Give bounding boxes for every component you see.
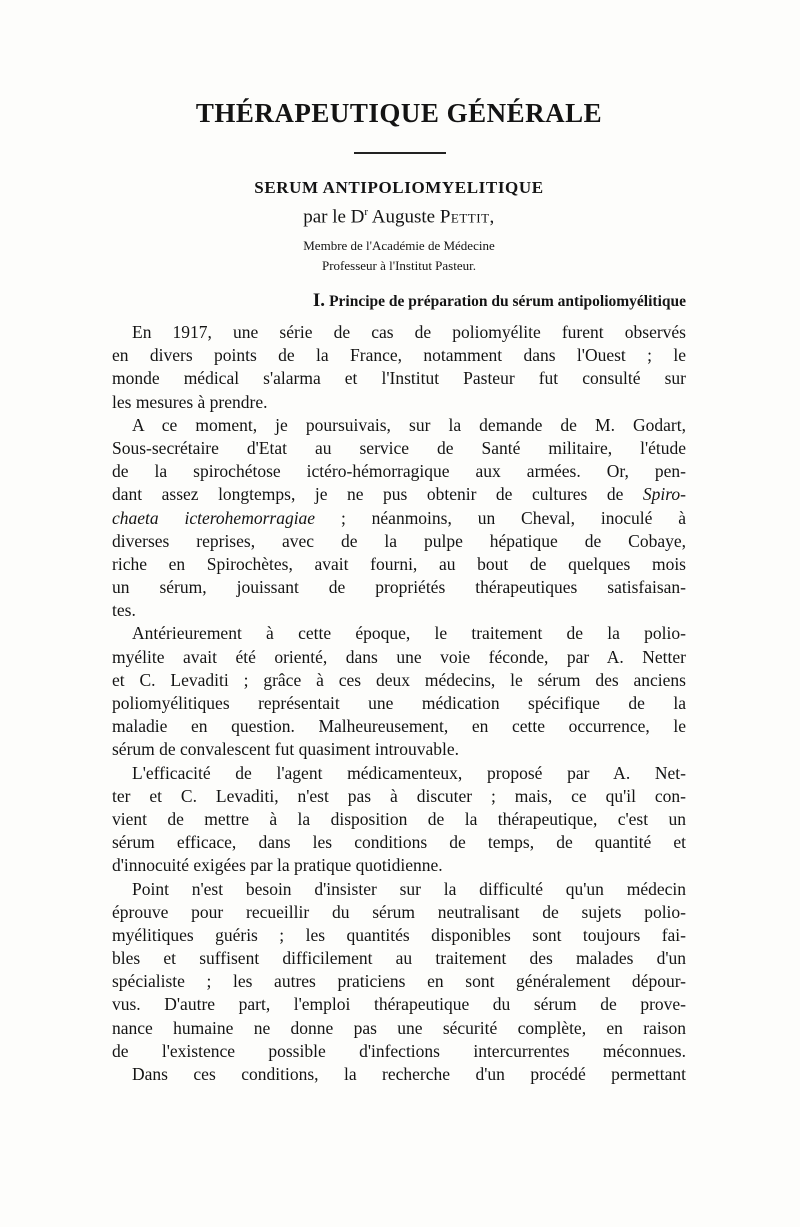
text-line: Antérieurement à cette époque, le traitement de la polio- [132,623,686,644]
text-line: A ce moment, je poursuivais, sur la demande de M. Godart, [132,414,686,435]
italic-fragment: chaeta icterohemorragiae [112,507,316,528]
body-text [112,321,686,1086]
text-line: ter et C. Levaditi, n'est pas à discuter ; mais, ce qu'il con- [112,785,686,806]
text-line [112,507,686,530]
text-line: sérum de convalescent fut quasiment introuvable. [112,739,459,760]
byline-sup: r [364,206,369,218]
text-fragment: ; néanmoins, un Cheval, inoculé à [340,507,686,528]
text-line: sérum efficace, dans les conditions de temps, de quantité et [112,832,686,853]
text-line: diverses reprises, avec de la pulpe hépatique de Cobaye, [112,530,686,551]
italic-fragment: Spiro- [642,484,686,505]
text-line: Dans ces conditions, la recherche d'un procédé permettant [132,1064,686,1084]
section-number: I. [312,290,326,311]
article-title: SERUM ANTIPOLIOMYELITIQUE [254,178,544,197]
text-line: spécialiste ; les autres praticiens en sont généralement dépour- [112,971,686,992]
title-divider [354,152,446,154]
text-line: nance humaine ne donne pas une sécurité complète, en raison [112,1017,686,1038]
text-line: Point n'est besoin d'insister sur la difficulté qu'un médecin [132,878,686,899]
affiliation-academy: Membre de l'Académie de Médecine [303,238,495,253]
text-fragment: dant assez longtemps, je ne pus obtenir de cultures de [112,484,624,505]
text-line: d'innocuité exigées par la pratique quotidienne. [112,855,443,876]
text-line: En 1917, une série de cas de poliomyélite furent observés [132,322,686,342]
affiliation-institute: Professeur à l'Institut Pasteur. [322,258,476,273]
text-line: myélite avait été orienté, dans une voie féconde, par A. Netter [112,646,686,667]
text-line: L'efficacité de l'agent médicamenteux, proposé par A. Net- [132,762,686,783]
text-line: tes. [112,600,136,621]
text-line: vus. D'autre part, l'emploi thérapeutique du sérum de prove- [112,994,686,1015]
byline [112,206,686,228]
author-first-name: Auguste [371,206,436,228]
author-last-name: Pettit, [439,206,495,228]
text-line: poliomyélitiques représentait une médication spécifique de la [112,693,686,713]
text-line: de l'existence possible d'infections intercurrentes méconnues. [112,1040,686,1061]
section-title: Principe de préparation du sérum antipoliomyélitique [329,293,686,310]
text-line: vient de mettre à la disposition de la thérapeutique, c'est un [112,808,686,829]
text-line: les mesures à prendre. [112,391,268,412]
text-line: et C. Levaditi ; grâce à ces deux médecins, le sérum des anciens [112,669,686,690]
section-heading [112,290,686,312]
running-title: THÉRAPEUTIQUE GÉNÉRALE [195,98,603,128]
text-line: de la spirochétose ictéro-hémorragique aux armées. Or, pen- [112,461,686,482]
text-line: éprouve pour recueillir du sérum neutralisant de sujets polio- [112,901,686,922]
text-line: bles et suffisent difficilement au traitement des malades d'un [112,948,686,969]
text-line: en divers points de la France, notamment dans l'Ouest ; le [112,345,686,366]
text-line: maladie en question. Malheureusement, en cette occurrence, le [112,716,686,737]
text-line: monde médical s'alarma et l'Institut Pasteur fut consulté sur [112,368,686,389]
text-line [112,483,686,506]
text-line: Sous-secrétaire d'Etat au service de Santé militaire, l'étude [112,437,686,458]
byline-prefix: par le D [303,206,365,228]
text-line: myélitiques guéris ; les quantités disponibles sont toujours fai- [112,924,686,945]
text-line: un sérum, jouissant de propriétés thérapeutiques satisfaisan- [112,577,686,598]
text-line: riche en Spirochètes, avait fourni, au bout de quelques mois [112,553,686,574]
